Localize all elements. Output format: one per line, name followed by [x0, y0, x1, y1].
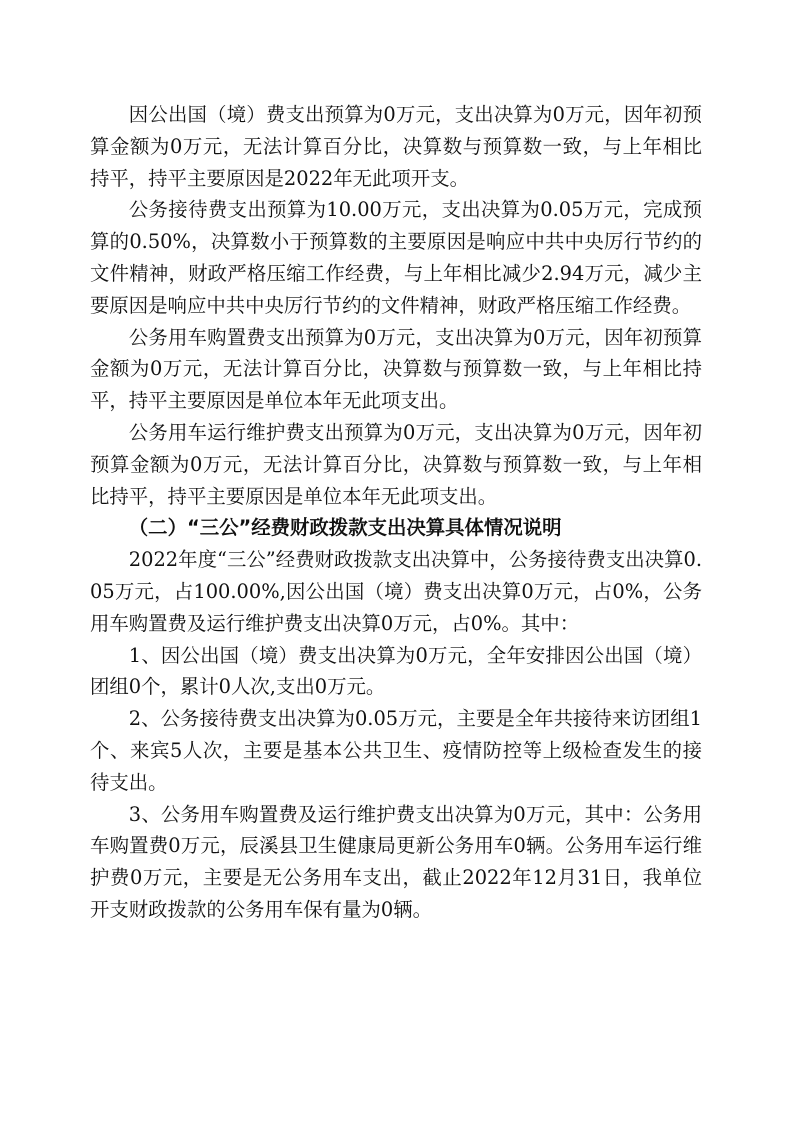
document-body — [90, 99, 702, 926]
paragraph-summary: 2022年度“三公”经费财政拨款支出决算中，公务接待费支出决算0.05万元，占100.00%,因公出国（境）费支出决算0万元，占0%，公务用车购置费及运行维护费支出决算0万元，占0%。其中： — [90, 548, 702, 635]
section-heading: （二）“三公”经费财政拨款支出决算具体情况说明 — [128, 516, 562, 540]
paragraph-vehicle-maintenance: 公务用车运行维护费支出预算为0万元，支出决算为0万元，因年初预算金额为0万元，无法计算百分比，决算数与预算数一致，与上年相比持平，持平主要原因是单位本年无此项支出。 — [90, 420, 702, 508]
paragraph-reception-expense: 公务接待费支出预算为10.00万元，支出决算为0.05万元，完成预算的0.50%，决算数小于预算数的主要原因是响应中共中央厉行节约的文件精神，财政严格压缩工作经费，与上年相比减少2.94万元，减少主要原因是响应中共中央厉行节约的文件精神，财政严格压缩工作经费。 — [90, 198, 702, 317]
paragraph-vehicle-purchase: 公务用车购置费支出预算为0万元，支出决算为0万元，因年初预算金额为0万元，无法计算百分比，决算数与预算数一致，与上年相比持平，持平主要原因是单位本年无此项支出。 — [90, 325, 702, 413]
paragraph-item-1: 1、因公出国（境）费支出决算为0万元，全年安排因公出国（境）团组0个，累计0人次,支出0万元。 — [90, 643, 702, 699]
paragraph-item-2: 2、公务接待费支出决算为0.05万元，主要是全年共接待来访团组1个、来宾5人次，主要是基本公共卫生、疫情防控等上级检查发生的接待支出。 — [90, 707, 702, 794]
paragraph-overseas-travel: 因公出国（境）费支出预算为0万元，支出决算为0万元，因年初预算金额为0万元，无法计算百分比，决算数与预算数一致，与上年相比持平，持平主要原因是2022年无此项开支。 — [90, 103, 702, 190]
paragraph-item-3: 3、公务用车购置费及运行维护费支出决算为0万元，其中：公务用车购置费0万元，辰溪县卫生健康局更新公务用车0辆。公务用车运行维护费0万元，主要是无公务用车支出，截止2022年12月31日，我单位开支财政拨款的公务用车保有量为0辆。 — [90, 802, 702, 921]
